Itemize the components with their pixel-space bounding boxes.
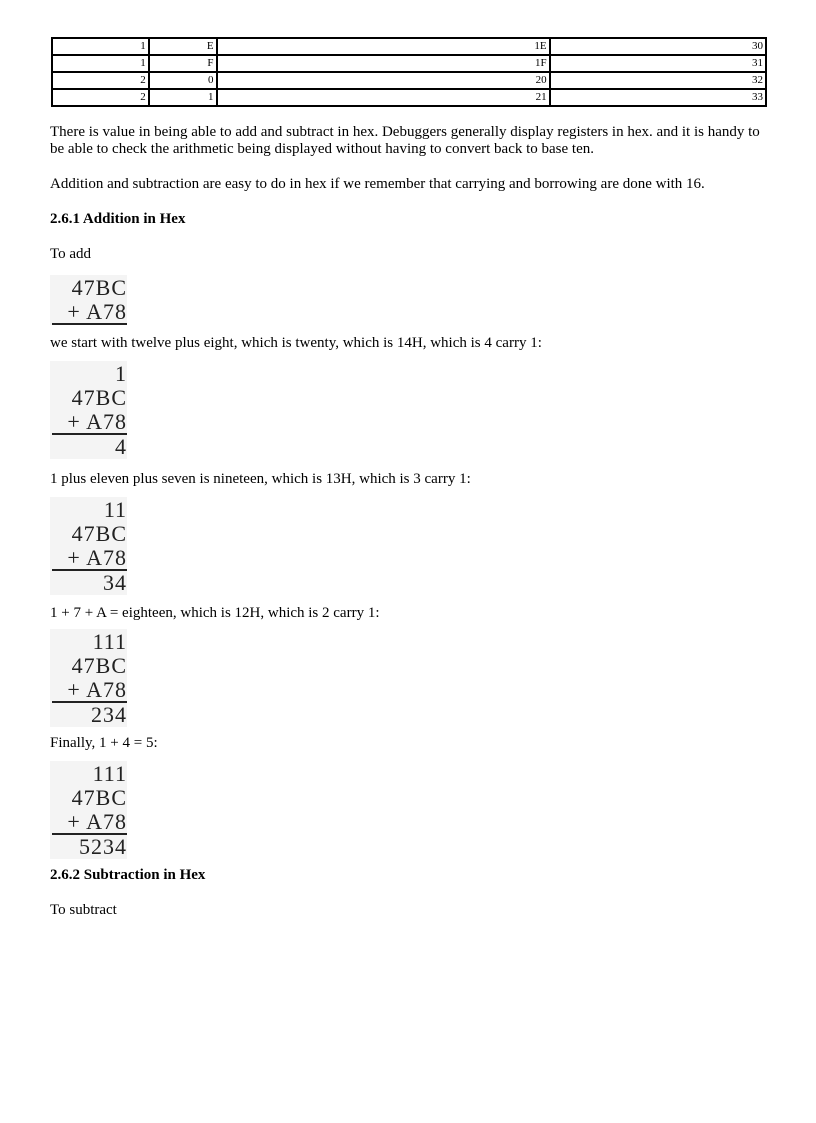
result-row: 4 — [115, 434, 127, 459]
table-cell: 33 — [550, 89, 766, 106]
table-cell: E — [149, 38, 217, 55]
carry-row: 111 — [92, 761, 127, 786]
table-cell: 20 — [217, 72, 550, 89]
operand-b: + A78 — [67, 545, 127, 570]
paragraph-hex-value: There is value in being able to add and subtract in hex. Debuggers generally display registers in hex. and it is handy to be able to check the arithmetic being displayed without having to convert back to base ten. — [50, 124, 760, 157]
table-row — [52, 38, 766, 55]
table-cell: 21 — [217, 89, 550, 106]
paragraph-carry-borrow: Addition and subtraction are easy to do in hex if we remember that carrying and borrowing are done with 16. — [50, 176, 705, 192]
table-cell: 30 — [550, 38, 766, 55]
table-row — [52, 72, 766, 89]
carry-row: 11 — [103, 497, 127, 522]
table-cell: 1 — [52, 55, 149, 72]
addition-figure — [50, 497, 127, 595]
table-cell: 32 — [550, 72, 766, 89]
table-cell: 1 — [52, 38, 149, 55]
paragraph-to-subtract: To subtract — [50, 902, 117, 918]
paragraph-step-2: 1 plus eleven plus seven is nineteen, which is 13H, which is 3 carry 1: — [50, 471, 471, 487]
paragraph-to-add: To add — [50, 246, 92, 262]
result-row: 234 — [91, 702, 127, 727]
heading-subtraction: 2.6.2 Subtraction in Hex — [50, 867, 206, 883]
addition-figure — [50, 761, 127, 859]
table-cell: 1E — [217, 38, 550, 55]
operand-a: 47BC — [71, 521, 127, 546]
table-cell: 1 — [149, 89, 217, 106]
table-cell: 31 — [550, 55, 766, 72]
carry-row: 111 — [92, 629, 127, 654]
heading-addition: 2.6.1 Addition in Hex — [50, 211, 186, 227]
table-cell: 2 — [52, 89, 149, 106]
operand-a: 47BC — [71, 785, 127, 810]
operand-b: + A78 — [67, 409, 127, 434]
operand-a: 47BC — [71, 275, 127, 300]
paragraph-step-3: 1 + 7 + A = eighteen, which is 12H, which is 2 carry 1: — [50, 605, 380, 621]
paragraph-step-1: we start with twelve plus eight, which is twenty, which is 14H, which is 4 carry 1: — [50, 335, 542, 351]
table-cell: 0 — [149, 72, 217, 89]
hex-table — [51, 37, 767, 107]
operand-b: + A78 — [67, 809, 127, 834]
addition-figure — [50, 629, 127, 727]
carry-row: 1 — [115, 361, 127, 386]
operand-b: + A78 — [67, 677, 127, 702]
operand-a: 47BC — [71, 385, 127, 410]
operand-b: + A78 — [67, 299, 127, 324]
addition-figure — [50, 275, 127, 325]
addition-figure — [50, 361, 127, 459]
operand-a: 47BC — [71, 653, 127, 678]
paragraph-step-4: Finally, 1 + 4 = 5: — [50, 735, 158, 751]
table-row — [52, 89, 766, 106]
result-row: 34 — [103, 570, 127, 595]
table-row — [52, 55, 766, 72]
result-row: 5234 — [79, 834, 127, 859]
table-cell: 1F — [217, 55, 550, 72]
table-cell: 2 — [52, 72, 149, 89]
table-cell: F — [149, 55, 217, 72]
document-page — [50, 37, 768, 919]
